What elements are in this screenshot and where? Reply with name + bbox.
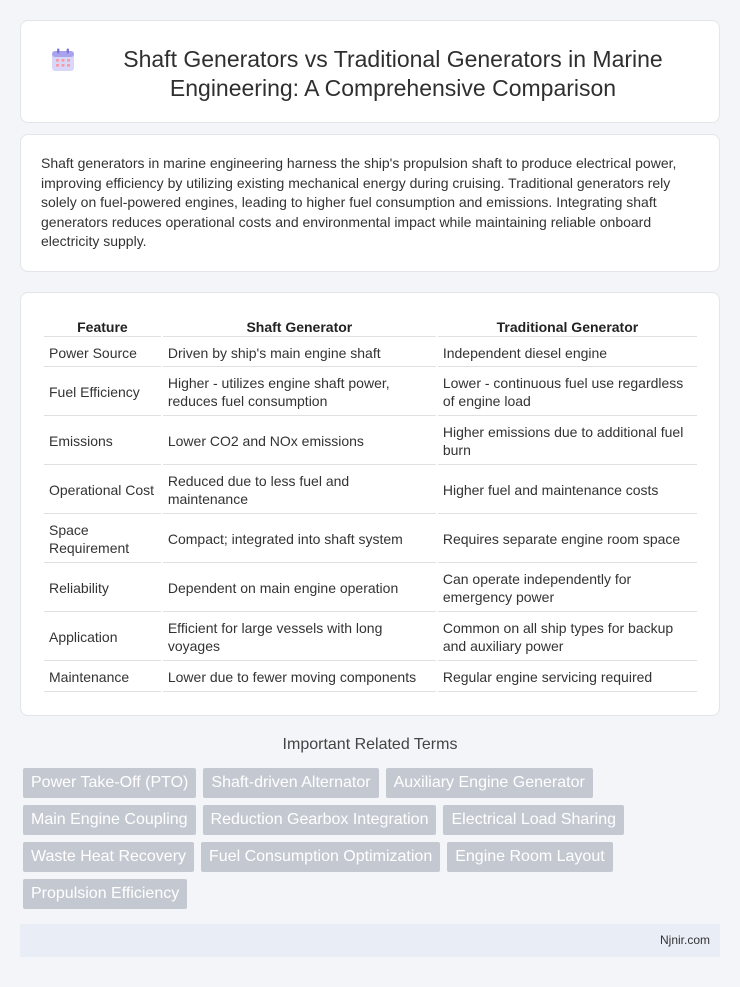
shaft-cell: Driven by ship's main engine shaft [163, 339, 436, 367]
related-term-tag[interactable]: Propulsion Efficiency [23, 879, 187, 909]
footer-site-link[interactable]: Njnir.com [659, 933, 710, 947]
shaft-cell: Efficient for large vessels with long voyages [163, 614, 436, 661]
feature-cell: Fuel Efficiency [44, 369, 161, 416]
related-term-tag[interactable]: Power Take-Off (PTO) [23, 768, 196, 798]
intro-paragraph: Shaft generators in marine engineering harness the ship's propulsion shaft to produce electrical power, improving efficiency by utilizing existing mechanical energy during cruising. Traditional generators rely solely on fuel-powered engines, leading to higher fuel consumption and emissions. Integrating shaft generators reduces operational costs and environmental impact while maintaining reliable onboard electricity supply. [41, 155, 677, 249]
related-term-tag[interactable]: Engine Room Layout [447, 842, 612, 872]
feature-cell: Reliability [44, 565, 161, 612]
page-title: Shaft Generators vs Traditional Generators in Marine Engineering: A Comprehensive Comparison [123, 46, 663, 101]
header-feature: Feature [44, 317, 161, 337]
shaft-cell: Lower CO2 and NOx emissions [163, 418, 436, 465]
related-term-tag[interactable]: Main Engine Coupling [23, 805, 196, 835]
related-term-tag[interactable]: Fuel Consumption Optimization [201, 842, 440, 872]
related-term-tag[interactable]: Electrical Load Sharing [443, 805, 624, 835]
traditional-cell: Independent diesel engine [438, 339, 697, 367]
title-row [21, 21, 719, 103]
traditional-cell: Higher emissions due to additional fuel burn [438, 418, 697, 465]
table-row [44, 516, 697, 563]
related-terms-heading: Important Related Terms [282, 736, 458, 753]
comparison-card [20, 292, 720, 716]
related-terms-list [23, 768, 723, 909]
shaft-cell: Higher - utilizes engine shaft power, reduces fuel consumption [163, 369, 436, 416]
table-row [44, 565, 697, 612]
feature-cell: Emissions [44, 418, 161, 465]
traditional-cell: Lower - continuous fuel use regardless of engine load [438, 369, 697, 416]
related-term-tag[interactable]: Reduction Gearbox Integration [203, 805, 437, 835]
related-term-tag[interactable]: Waste Heat Recovery [23, 842, 194, 872]
traditional-cell: Regular engine servicing required [438, 663, 697, 692]
header-shaft-generator: Shaft Generator [163, 317, 436, 337]
related-term-tag[interactable]: Shaft-driven Alternator [203, 768, 378, 798]
comparison-table [42, 315, 699, 694]
intro-card [20, 134, 720, 272]
title-card [20, 20, 720, 123]
traditional-cell: Common on all ship types for backup and auxiliary power [438, 614, 697, 661]
feature-cell: Application [44, 614, 161, 661]
shaft-cell: Reduced due to less fuel and maintenance [163, 467, 436, 514]
shaft-cell: Lower due to fewer moving components [163, 663, 436, 692]
table-row [44, 418, 697, 465]
table-header-row [44, 317, 697, 337]
footer [20, 924, 720, 957]
feature-cell: Power Source [44, 339, 161, 367]
header-traditional-generator: Traditional Generator [438, 317, 697, 337]
feature-cell: Maintenance [44, 663, 161, 692]
traditional-cell: Higher fuel and maintenance costs [438, 467, 697, 514]
table-row [44, 369, 697, 416]
feature-cell: Operational Cost [44, 467, 161, 514]
calendar-icon [51, 48, 75, 72]
table-row [44, 614, 697, 661]
traditional-cell: Requires separate engine room space [438, 516, 697, 563]
table-row [44, 467, 697, 514]
traditional-cell: Can operate independently for emergency power [438, 565, 697, 612]
table-row [44, 663, 697, 692]
shaft-cell: Compact; integrated into shaft system [163, 516, 436, 563]
shaft-cell: Dependent on main engine operation [163, 565, 436, 612]
table-row [44, 339, 697, 367]
feature-cell: Space Requirement [44, 516, 161, 563]
related-term-tag[interactable]: Auxiliary Engine Generator [386, 768, 593, 798]
